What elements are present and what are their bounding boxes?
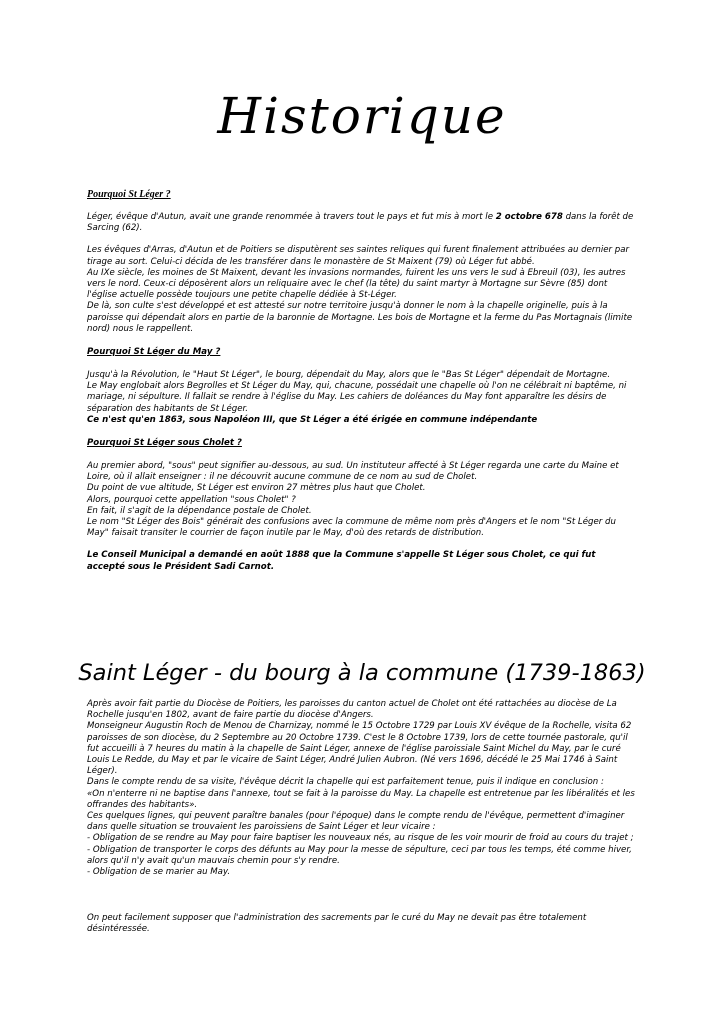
section-1-body — [87, 212, 635, 335]
paragraph: Les évêques d'Arras, d'Autun et de Poitiers se disputèrent ses saintes reliques qui furent finalement attribuées au dernier par tirage au sort. Celui-ci décida de les transférer dans le monastère de St Maixent (79) où Léger fut abbé. — [87, 245, 630, 267]
paragraph: Ces quelques lignes, qui peuvent paraître banales (pour l'époque) dans le compte rendu de l'évêque, permettent d'imaginer dans quelle situation se trouvaient les paroissiens de Saint Léger et leur vicaire : — [87, 811, 625, 833]
paragraph: Au premier abord, "sous" peut signifier au-dessous, au sud. Un instituteur affecté à St Léger regarda une carte du Maine et Loire, où il allait enseigner : il ne découvrit aucune commune de ce nom au sud de Cholet. — [87, 461, 619, 483]
paragraph: Dans le compte rendu de sa visite, l'évêque décrit la chapelle qui est parfaitement tenue, puis il indique en conclusion : — [87, 777, 604, 788]
paragraph: De là, son culte s'est développé et est attesté sur notre territoire jusqu'à donner le nom à la chapelle originelle, puis à la paroisse qui dépendait alors en partie de la baronnie de Mortagne. Les bois de Mortagne et la ferme du Pas Mortagnais (limite nord) nous le rappellent. — [87, 301, 633, 334]
section-4-body — [87, 699, 635, 878]
quotation: «On n'enterre ni ne baptise dans l'annexe, tout se fait à la paroisse du May. La chapelle est entretenue par les libéralités et les offrandes des habitants». — [87, 788, 635, 810]
list-item: - Obligation de transporter le corps des défunts au May pour la messe de sépulture, ceci par tous les temps, été comme hiver, alors qu'il n'y avait qu'un mauvais chemin pour s'y rendre. — [87, 844, 632, 866]
section-3-body — [87, 461, 635, 573]
paragraph: Le May englobait alors Begrolles et St Léger du May, qui, chacune, possédait une chapelle où l'on ne célébrait ni baptême, ni mariage, ni sépulture. Il fallait se rendre à l'église du May. Les cahiers de doléances du May font apparaître les désirs de séparation des habitants de St Léger. — [87, 381, 627, 414]
paragraph: Au IXe siècle, les moines de St Maixent, devant les invasions normandes, fuirent les uns vers le sud à Ebreuil (03), les autres vers le nord. Ceux-ci déposèrent alors un reliquaire avec le chef (la tête) du saint martyr à Mortagne sur Sèvre (85) dont l'église actuelle possède toujours une petite chapelle dédiée à St-Léger. — [87, 267, 626, 301]
paragraph: En fait, il s'agit de la dépendance postale de Cholet. — [87, 505, 312, 516]
paragraph: Alors, pourquoi cette appellation "sous Cholet" ? — [87, 494, 296, 505]
paragraph: Après avoir fait partie du Diocèse de Poitiers, les paroisses du canton actuel de Cholet ont été rattachées au diocèse de La Rochelle jusqu'en 1802, avant de faire partie du diocèse d'Angers. — [87, 699, 617, 721]
paragraph: Monseigneur Augustin Roch de Menou de Charnizay, nommé le 15 Octobre 1729 par Louis XV évêque de la Rochelle, visita 62 paroisses de son diocèse, du 2 Septembre au 20 Octobre 1739. C'est le 8 Octobre 1739, lors de cette tournée pastorale, qu'il fut accueilli à 7 heures du matin à la chapelle de Saint Léger, annexe de l'église paroissiale Saint Michel du May, par le curé Louis Le Redde, du May et par le vicaire de Saint Léger, André Julien Aubron. (Né vers 1696, décédé le 25 Mai 1746 à Saint Léger). — [87, 721, 632, 777]
section-2-body — [87, 370, 635, 426]
list-item: - Obligation de se marier au May. — [87, 867, 231, 878]
section-heading-pourquoi-st-leger: Pourquoi St Léger ? — [87, 189, 171, 200]
section-heading-pourquoi-st-leger-sous-cholet: Pourquoi St Léger sous Cholet ? — [87, 438, 242, 448]
date-highlight: 2 octobre 678 — [495, 212, 563, 222]
paragraph — [87, 212, 635, 234]
paragraph: Du point de vue altitude, St Léger est environ 27 mètres plus haut que Cholet. — [87, 483, 426, 494]
paragraph: Jusqu'à la Révolution, le "Haut St Léger", le bourg, dépendait du May, alors que le "Bas St Léger" dépendait de Mortagne. — [87, 370, 611, 380]
text-run: Léger, évêque d'Autun, avait une grande renommée à travers tout le pays et fut mis à mort le — [87, 212, 496, 222]
paragraph: Le nom "St Léger des Bois" générait des confusions avec la commune de même nom près d'Angers et le nom "St Léger du May" faisait transiter le courrier de façon inutile par le May, d'où des retards de distribution. — [87, 517, 616, 539]
page-title: Historique — [217, 87, 507, 145]
paragraph-emphasis: Le Conseil Municipal a demandé en août 1888 que la Commune s'appelle St Léger sous Cholet, ce qui fut accepté sous le Président Sadi Carnot. — [87, 550, 596, 572]
closing-paragraph: On peut facilement supposer que l'administration des sacrements par le curé du May ne devait pas être totalement désintéressée. — [87, 913, 587, 935]
list-item: - Obligation de se rendre au May pour faire baptiser les nouveaux nés, au risque de les voir mourir de froid au cours du trajet ; — [87, 833, 634, 844]
paragraph-emphasis: Ce n'est qu'en 1863, sous Napoléon III, que St Léger a été érigée en commune indépendante — [87, 414, 538, 425]
section-title: Saint Léger - du bourg à la commune (1739-1863) — [78, 660, 646, 686]
text-run: dans la forêt de Sarcing (62). — [87, 212, 634, 234]
section-heading-pourquoi-st-leger-du-may: Pourquoi St Léger du May ? — [87, 347, 221, 357]
